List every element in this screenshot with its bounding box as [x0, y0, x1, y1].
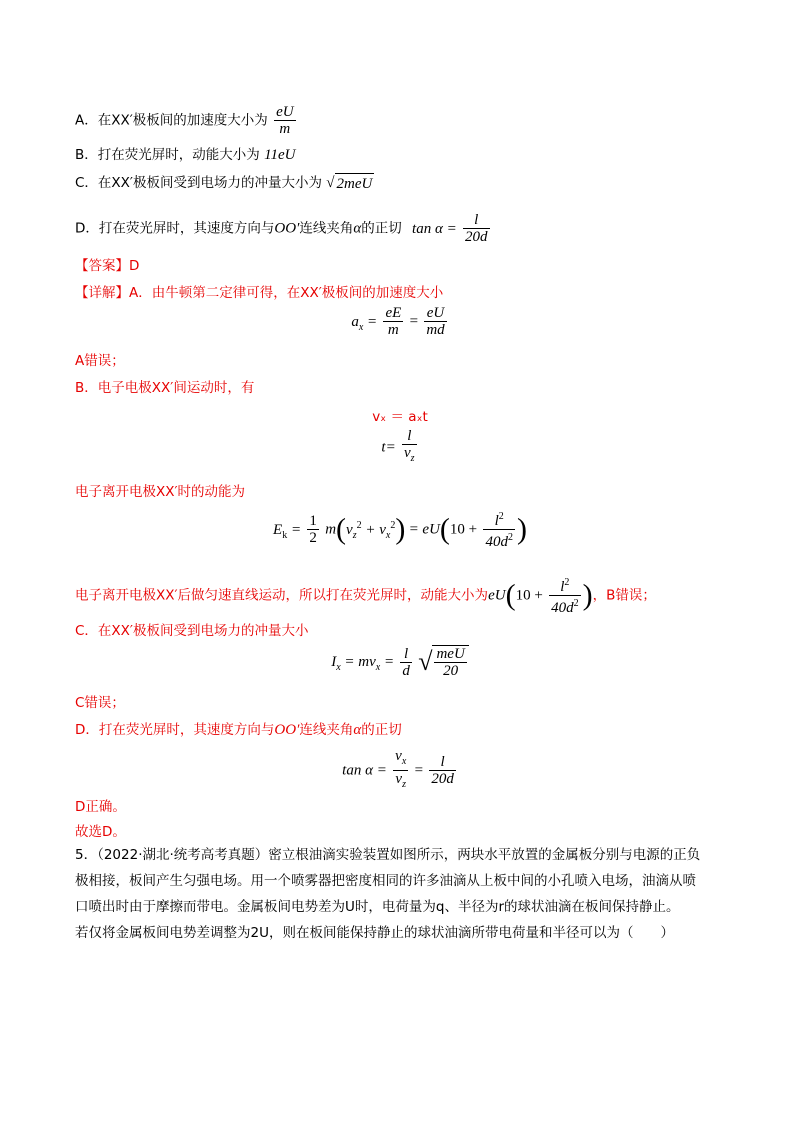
d-correct: D正确。 — [75, 799, 126, 815]
question-5 — [75, 842, 727, 946]
eq-ax-lhs: $a_x$ = — [351, 313, 378, 333]
equation-ix: $I_x = mv_x$ = $\frac{l}{d}$ √ $\frac{\text{meU}}{20}$ — [0, 645, 800, 679]
part-b-intro: B．电子电极XX′间运动时，有 — [75, 380, 255, 396]
eq-ax-frac1: $\frac{eE}{m}$ — [385, 305, 402, 338]
option-d-text: D．打在荧光屏时，其速度方向与 — [75, 220, 275, 237]
eq-tan-frac2: $\frac{l}{20d}$ — [431, 754, 454, 787]
q5-line2: 极相接，板间产生匀强电场。用一个喷雾器把密度相同的许多油滴从上板中间的小孔喷入电场，油滴从喷 — [75, 873, 696, 889]
eq-ix-frac: $\frac{l}{d}$ — [402, 645, 410, 679]
option-d-oo: OO′ — [274, 220, 300, 237]
choose-d: 故选D。 — [75, 824, 126, 840]
ke-text: 电子离开电极XX′时的动能为 — [75, 484, 246, 500]
option-b-value: 11eU — [264, 147, 296, 163]
eq-ix-radfrac: $\frac{\text{meU}}{20}$ — [436, 646, 465, 679]
detail-intro: 【详解】A．由牛顿第二定律可得，在XX′极板间的加速度大小 — [75, 285, 444, 301]
eq-ax-frac2: $\frac{eU}{md}$ — [426, 305, 445, 338]
line-b-conclusion: 电子离开电极XX′后做匀速直线运动，所以打在荧光屏时，动能大小为eU(10 + $\frac{l^2}{40d^2}$ )，B错误； — [75, 577, 656, 616]
c-wrong: C错误； — [75, 695, 125, 711]
eq-t-lhs: t= — [381, 439, 396, 456]
option-d-alpha: α — [353, 220, 362, 237]
answer-label: 【答案】D — [75, 258, 140, 274]
option-d — [75, 212, 492, 245]
option-a-fraction: $\frac{eU}{m}$ — [276, 104, 294, 137]
equation-ek: $E_k$ = $\frac{1}{2}$ $m(v_z^2 + v_x^2) = eU(10$ + $\frac{l^2}{40d^2}$ ) — [273, 511, 527, 550]
eq-ek-half: $\frac{1}{2}$ — [309, 513, 317, 546]
option-a — [75, 104, 298, 137]
part-c-intro: C．在XX′极板间受到电场力的冲量大小 — [75, 623, 309, 639]
q5-line4: 若仅将金属板间电势差调整为2U，则在板间能保持静止的球状油滴所带电荷量和半径可以为（ ） — [75, 925, 674, 941]
option-b-text: B．打在荧光屏时，动能大小为 — [75, 147, 260, 163]
q5-line1: 5．（2022·湖北·统考高考真题）密立根油滴实验装置如图所示，两块水平放置的金属板分别与电源的正负 — [75, 847, 701, 863]
equation-ax: $a_x$ = $\frac{eE}{m}$ = $\frac{eU}{md}$ — [351, 305, 445, 338]
option-c-sqrt: √ 2meU — [326, 175, 373, 193]
option-d-fraction: $\frac{l}{20d}$ — [465, 212, 488, 245]
equation-t — [0, 428, 800, 467]
a-wrong: A错误； — [75, 353, 125, 369]
option-d-tan: tan α = — [412, 220, 457, 237]
eq-ek-l2: $\frac{l^2}{40d^2}$ — [485, 511, 513, 550]
part-d-intro: D．打在荧光屏时，其速度方向与OO′连线夹角α的正切 — [75, 722, 402, 738]
option-c-text: C．在XX′极板间受到电场力的冲量大小为 — [75, 175, 322, 191]
equation-vx: vₓ ＝ aₓt — [372, 409, 428, 425]
option-c — [75, 173, 374, 194]
option-d-text2: 连线夹角 — [299, 220, 354, 237]
q5-line3: 口喷出时由于摩擦而带电。金属板间电势差为U时，电荷量为q、半径为r的球状油滴在板间保持静止。 — [75, 899, 680, 915]
eq-t-frac: $\frac{l}{v_z}$ — [404, 428, 415, 464]
option-b — [75, 145, 295, 165]
option-d-text3: 的正切 — [361, 220, 402, 237]
option-a-text: A．在XX′极板间的加速度大小为 — [75, 112, 268, 129]
line-b-fraction: $\frac{l^2}{40d^2}$ — [551, 577, 579, 616]
eq-tan-frac1: $\frac{v_x}{v_z}$ — [395, 748, 407, 790]
equation-tan: tan α = $\frac{v_x}{v_z}$ = $\frac{l}{20d}$ — [0, 748, 800, 793]
